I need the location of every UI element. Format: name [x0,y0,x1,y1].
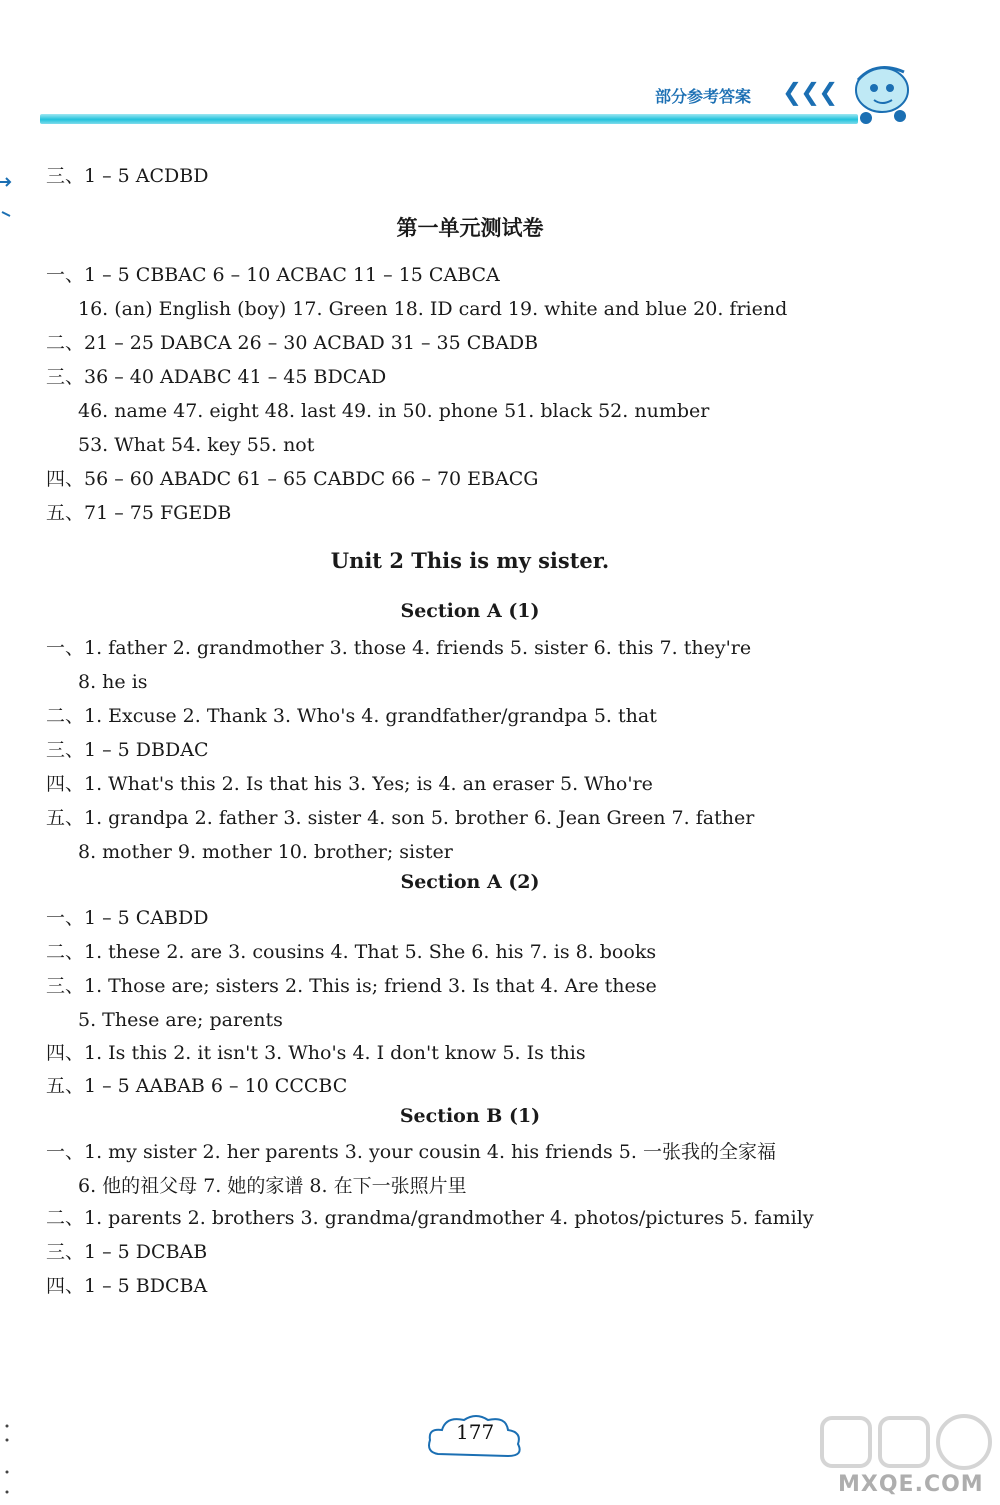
section-title: 第一单元测试卷 [396,215,544,240]
answer-line: 53. What 54. key 55. not [78,434,315,456]
answer-line: 四、1. Is this 2. it isn't 3. Who's 4. I don't know 5. Is this [46,1042,586,1064]
answer-line: 一、1 – 5 CBBAC 6 – 10 ACBAC 11 – 15 CABCA [46,264,500,286]
header-rule [40,114,858,124]
answer-line: 四、1 – 5 BDCBA [46,1275,208,1297]
answer-line: 五、1. grandpa 2. father 3. sister 4. son 5. brother 6. Jean Green 7. father [46,807,755,829]
answer-line: 二、1. Excuse 2. Thank 3. Who's 4. grandfather/grandpa 5. that [46,705,657,727]
answer-line: 三、1 – 5 ACDBD [46,165,209,187]
answer-line: 五、71 – 75 FGEDB [46,502,232,524]
section-title: Section A (1) [400,600,540,622]
answer-line: 四、1. What's this 2. Is that his 3. Yes; is 4. an eraser 5. Who're [46,773,653,795]
answer-line: 二、1. these 2. are 3. cousins 4. That 5. She 6. his 7. is 8. books [46,941,657,963]
watermark-site: MXQE.COM [838,1472,984,1497]
answer-line: 五、1 – 5 AABAB 6 – 10 CCCBC [46,1075,348,1097]
answer-line: 5. These are; parents [78,1009,283,1031]
answer-line: 一、1. my sister 2. her parents 3. your cousin 4. his friends 5. 一张我的全家福 [46,1141,776,1163]
answer-line: 二、1. parents 2. brothers 3. grandma/grandmother 4. photos/pictures 5. family [46,1207,814,1229]
cartoon-mascot-icon [846,56,920,128]
answer-line: 三、1. Those are; sisters 2. This is; friend 3. Is that 4. Are these [46,975,657,997]
answer-line: 6. 他的祖父母 7. 她的家谱 8. 在下一张照片里 [78,1175,467,1197]
answer-line: 16. (an) English (boy) 17. Green 18. ID card 19. white and blue 20. friend [78,298,788,320]
answer-line: 一、1 – 5 CABDD [46,907,209,929]
section-title: Section B (1) [399,1105,541,1127]
header-label: 部分参考答案 [655,87,752,106]
answer-line: 三、1 – 5 DBDAC [46,739,209,761]
answer-line: 一、1. father 2. grandmother 3. those 4. friends 5. sister 6. this 7. they're [46,637,752,659]
margin-dots [4,1420,10,1500]
answer-line: 四、56 – 60 ABADC 61 – 65 CABDC 66 – 70 EBACG [46,468,539,490]
page-number: 177 [456,1420,495,1444]
answer-line: 8. he is [78,671,148,693]
answer-line: 8. mother 9. mother 10. brother; sister [78,841,453,863]
section-title: Section A (2) [400,871,540,893]
answer-line: 三、1 – 5 DCBAB [46,1241,208,1263]
section-title: Unit 2 This is my sister. [330,548,610,573]
answer-line: 三、36 – 40 ADABC 41 – 45 BDCAD [46,366,387,388]
header-chevrons-icon: ❮❮❮ [782,78,837,106]
answer-line: 46. name 47. eight 48. last 49. in 50. phone 51. black 52. number [78,400,710,422]
answer-line: 二、21 – 25 DABCA 26 – 30 ACBAD 31 – 35 CBADB [46,332,539,354]
